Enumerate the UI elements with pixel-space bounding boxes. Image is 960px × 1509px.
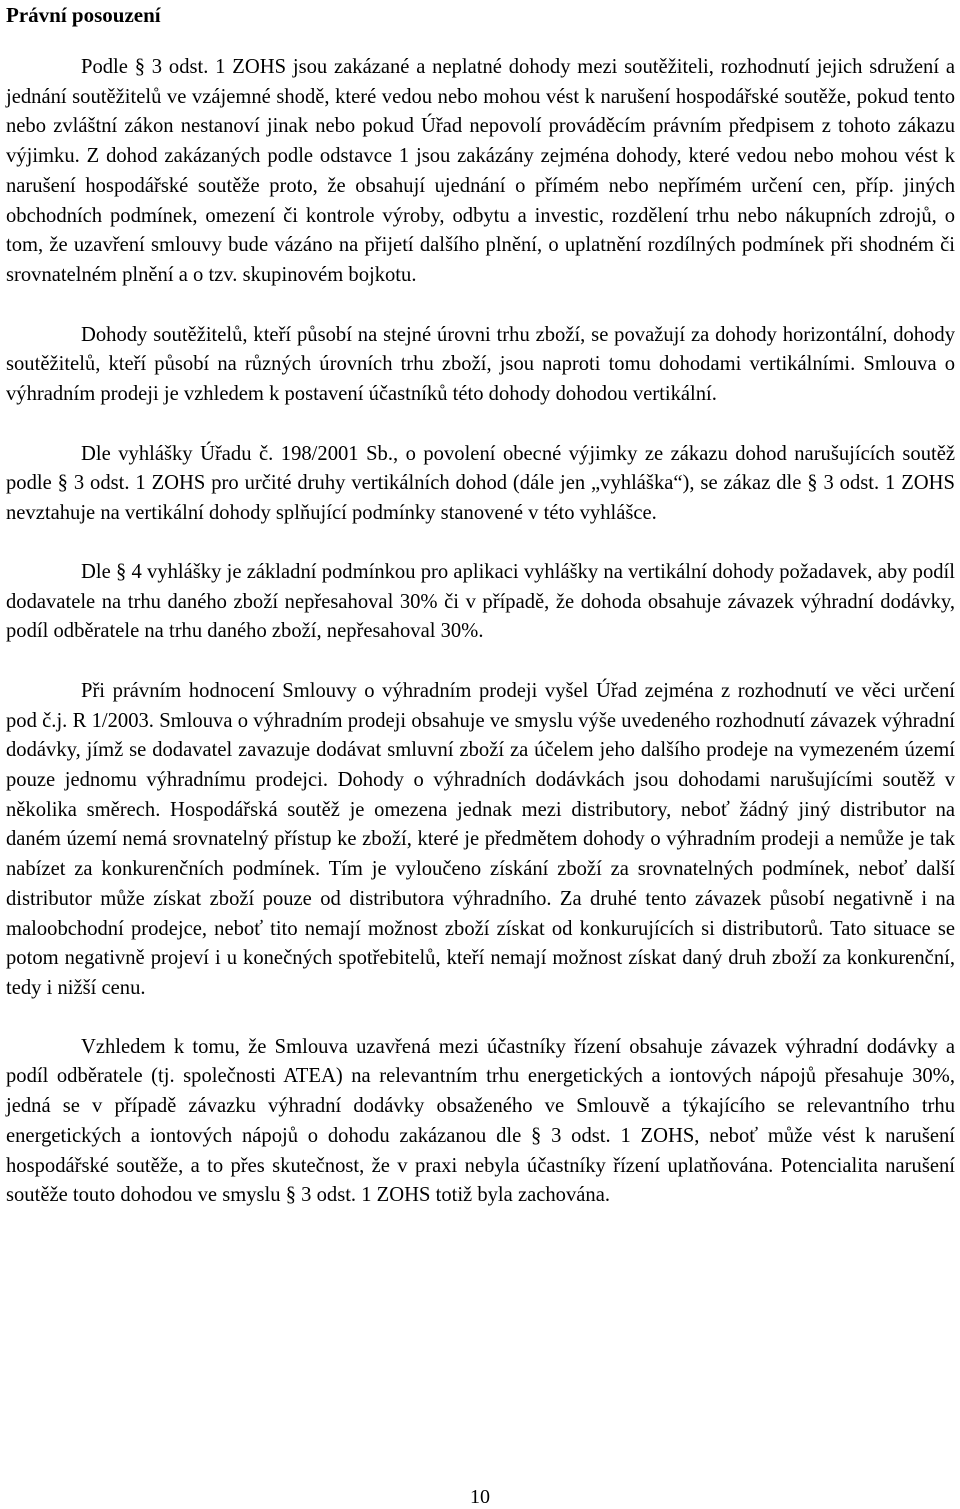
paragraph-market-share-condition: Dle § 4 vyhlášky je základní podmínkou pro aplikaci vyhlášky na vertikální dohody požadavek, aby podíl dodavatele na trhu daného zboží nepřesahoval 30% či v případě, že dohoda obsahuje závazek výhradní dodávky, podíl odběratele na trhu daného zboží, nepřesahoval 30%. bbox=[6, 560, 955, 643]
paragraph-legal-basis: Podle § 3 odst. 1 ZOHS jsou zakázané a neplatné dohody mezi soutěžiteli, rozhodnutí jejich sdružení a jednání soutěžitelů ve vzájemné shodě, které vedou nebo mohou vést k narušení hospodářské soutěže, pokud tento nebo zvláštní zákon nestanoví jinak nebo pokud Úřad nepovolí prováděcím právním předpisem z tohoto zákazu výjimku. Z dohod zakázaných podle odstavce 1 jsou zakázány zejména dohody, které vedou nebo mohou vést k narušení hospodářské soutěže proto, že obsahují ujednání o přímém nebo nepřímém určení cen, příp. jiných obchodních podmínek, omezení či kontrole výroby, odbytu a investic, rozdělení trhu nebo nákupních zdrojů, o tom, že uzavření smlouvy bude vázáno na přijetí dalšího plnění, o uplatnění rozdílných podmínek při shodném či srovnatelném plnění a o tzv. skupinovém bojkotu. bbox=[6, 56, 955, 286]
paragraph-conclusion: Vzhledem k tomu, že Smlouva uzavřená mezi účastníky řízení obsahuje závazek výhradní dodávky a podíl odběratele (tj. společnosti ATEA) na relevantním trhu energetických a iontových nápojů přesahuje 30%, jedná se v případě závazku výhradní dodávky obsaženého ve Smlouvě a týkajícího se relevantního trhu energetických a iontových nápojů o dohodu zakázanou dle § 3 odst. 1 ZOHS, neboť může vést k narušení hospodářské soutěže, a to přes skutečnost, že v praxi nebyla účastníky řízení uplatňována. Potencialita narušení soutěže touto dohodou ve smyslu § 3 odst. 1 ZOHS totiž byla zachována. bbox=[6, 1035, 955, 1207]
page-number: 10 bbox=[470, 1486, 490, 1508]
paragraph-decree: Dle vyhlášky Úřadu č. 198/2001 Sb., o povolení obecné výjimky ze zákazu dohod narušujících soutěž podle § 3 odst. 1 ZOHS pro určité druhy vertikálních dohod (dále jen „vyhláška“), se zákaz dle § 3 odst. 1 ZOHS nevztahuje na vertikální dohody splňující podmínky stanovené v této vyhlášce. bbox=[6, 442, 955, 525]
paragraph-vertical-agreements: Dohody soutěžitelů, kteří působí na stejné úrovni trhu zboží, se považují za dohody horizontální, dohody soutěžitelů, kteří působí na různých úrovních trhu zboží, jsou naproti tomu dohodami vertikálními. Smlouva o výhradním prodeji je vzhledem k postavení účastníků této dohody dohodou vertikální. bbox=[6, 323, 955, 406]
section-heading: Právní posouzení bbox=[6, 3, 161, 27]
paragraph-assessment: Při právním hodnocení Smlouvy o výhradním prodeji vyšel Úřad zejména z rozhodnutí ve věci určení pod č.j. R 1/2003. Smlouva o výhradním prodeji obsahuje ve smyslu výše uvedeného rozhodnutí závazek výhradní dodávky, jímž se dodavatel zavazuje dodávat smluvní zboží za účelem jeho dalšího prodeje na vymezeném území pouze jednomu výhradnímu prodejci. Dohody o výhradních dodávkách jsou dohodami narušujícími soutěž v několika směrech. Hospodářská soutěž je omezena jednak mezi distributory, neboť žádný jiný distributor na daném území nemá srovnatelný přístup ke zboží, které je předmětem dohody o výhradním prodeji a nemůže je tak nabízet za konkurenčních podmínek. Tím je vyloučeno získání zboží za srovnatelných podmínek, neboť další distributor může získat zboží pouze od distributora výhradního. Za druhé tento závazek působí negativně i na maloobchodní prodejce, neboť tito nemají možnost zboží získat od konkurujících si distributorů. Tato situace se potom negativně projeví i u konečných spotřebitelů, kteří nemají možnost získat daný druh zboží za konkurenční, tedy i nižší cenu. bbox=[6, 679, 955, 999]
document-page bbox=[6, 0, 955, 1211]
